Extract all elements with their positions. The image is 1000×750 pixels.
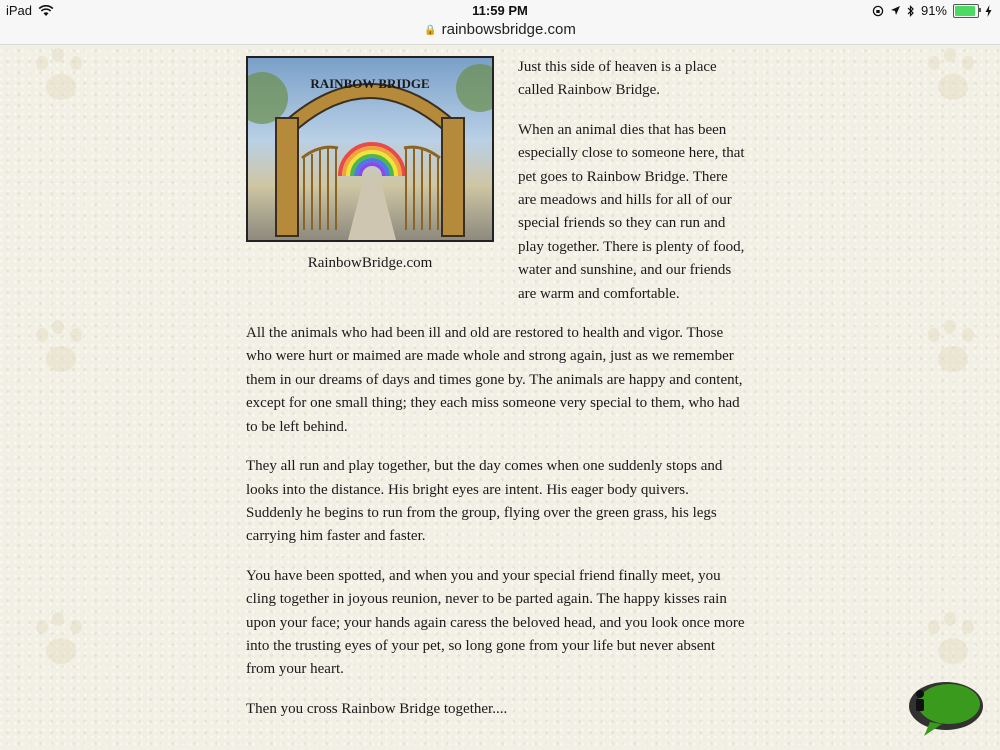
- poem-paragraph: All the animals who had been ill and old are restored to health and vigor. Those who were hurt or maimed are made whole and strong again, just as we remember them in our dreams of days and times gone by. The animals are happy and content, except for one small thing; they each miss someone very special to them, who had to be left behind.: [246, 325, 743, 435]
- status-bar: [0, 0, 1000, 22]
- rainbow-bridge-image: [246, 56, 494, 242]
- arch-title: RAINBOW BRIDGE: [310, 76, 430, 91]
- battery-icon: [953, 4, 979, 18]
- image-caption: RainbowBridge.com: [307, 255, 433, 271]
- poem-paragraph: Just this side of heaven is a place called Rainbow Bridge.: [518, 59, 717, 99]
- url-text: rainbowsbridge.com: [441, 21, 576, 38]
- poem-paragraph: When an animal dies that has been especially close to someone here, that pet goes to Rainbow Bridge. There are meadows and hills for all of our special friends so they can run and play together. There is plenty of food, water and sunshine, and our friends are warm and comfortable.: [518, 121, 745, 302]
- paw-print-decoration: [920, 610, 990, 680]
- paw-print-decoration: [28, 318, 98, 388]
- poem-paragraph: Then you cross Rainbow Bridge together....: [246, 700, 508, 717]
- lock-icon: 🔒: [424, 25, 437, 36]
- address-bar[interactable]: [0, 22, 1000, 45]
- orientation-lock-icon: [872, 5, 884, 17]
- clock: 11:59 PM: [472, 3, 528, 18]
- location-icon: [890, 5, 901, 16]
- paw-print-decoration: [28, 610, 98, 680]
- paw-print-decoration: [28, 46, 98, 116]
- battery-percent: 91%: [920, 3, 947, 18]
- paw-print-decoration: [920, 46, 990, 116]
- paw-print-decoration: [920, 318, 990, 388]
- poem-paragraph: You have been spotted, and when you and your special friend finally meet, you cling together in joyous reunion, never to be parted again. The happy kisses rain upon your face; your hands again caress the beloved head, and you look once more into the trusting eyes of your pet, so long gone from your life but never absent from your heart.: [246, 567, 745, 678]
- charging-icon: [985, 5, 992, 17]
- chat-button[interactable]: [906, 678, 986, 740]
- rainbow-bridge-figure: [246, 56, 494, 275]
- poem-paragraph: They all run and play together, but the day comes when one suddenly stops and looks into the distance. His bright eyes are intent. His eager body quivers. Suddenly he begins to run from the group, flying over the green grass, his legs carrying him faster and faster.: [246, 458, 723, 545]
- bluetooth-icon: [907, 5, 915, 17]
- poem-content: [246, 56, 746, 737]
- person-icon: [916, 690, 924, 711]
- device-label: iPad: [6, 3, 33, 18]
